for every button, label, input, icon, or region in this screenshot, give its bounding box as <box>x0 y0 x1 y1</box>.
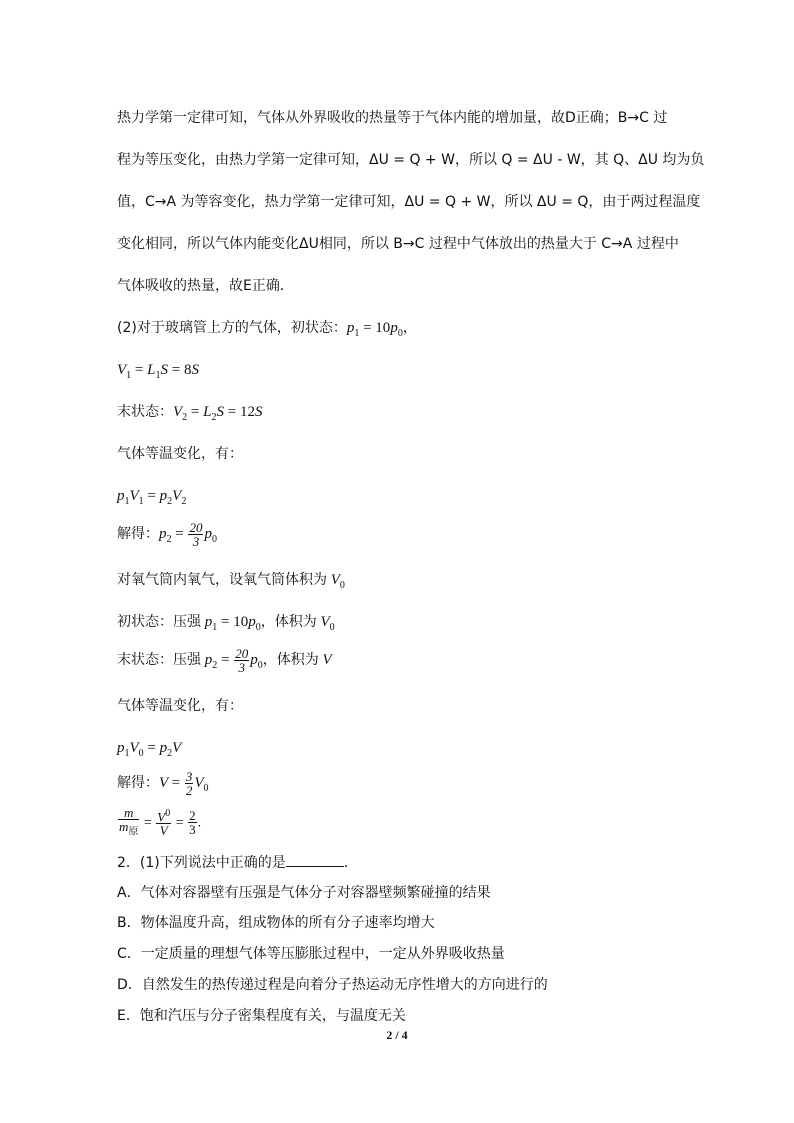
isothermal-line-2: 气体等温变化，有： <box>117 698 243 714</box>
solve-v-line <box>117 770 209 798</box>
oxygen-intro-text: 对氧气筒内氧气，设氧气筒体积为 <box>117 572 327 588</box>
final-state-line <box>117 403 262 427</box>
mass-ratio-line: $\frac{m}{m_原}$ = $\frac{V^0}{V}$ = $\frac{2}{3}$ . <box>119 805 202 839</box>
initial-state-line: 初状态：压强 $p_1 = 10p_0$，体积为 $V_0$ <box>117 614 335 633</box>
formula-v-result: V = $\frac{3}{2}$ $V_0$ <box>159 769 209 798</box>
formula-p1-initial: $p_1 = 10p_0$ <box>346 320 403 339</box>
part2-intro-line: (2)对于玻璃管上方的气体，初状态：$p_1 = 10p_0$， <box>117 320 417 339</box>
volume-label-1: ，体积为 <box>260 614 317 630</box>
fraction-2-3: $\frac{2}{3}$ <box>189 807 196 837</box>
volume-label-2: ，体积为 <box>262 651 319 668</box>
solution-line-3: 值，C→A 为等容变化，热力学第一定律可知，ΔU = Q + W，所以 ΔU = Q，由于两过程温度 <box>117 194 701 210</box>
oxygen-intro-line: 对氧气筒内氧气，设氧气筒体积为 $V_0$ <box>117 572 345 591</box>
page-number: 2 / 4 <box>386 1028 408 1042</box>
isothermal-line-1: 气体等温变化，有： <box>117 446 243 462</box>
formula-boyle-1: $p_1V_1 = p_2V_2$ <box>117 488 187 507</box>
fraction-20-3-b: $\frac{20}{3}$ <box>235 646 249 675</box>
fraction-3-2: $\frac{3}{2}$ <box>185 769 193 798</box>
initial-label: 初状态：压强 <box>117 614 201 630</box>
formula-p2-result: $p_2$ = $\frac{20}{3}$ $p_0$ <box>159 520 217 549</box>
option-b: B．物体温度升高，组成物体的所有分子速率均增大 <box>117 915 435 931</box>
solution-line-5: 气体吸收的热量，故E正确． <box>117 278 294 294</box>
fraction-v0-over-v: $\frac{V^0}{V}$ <box>157 808 171 839</box>
option-c: C．一定质量的理想气体等压膨胀过程中，一定从外界吸收热量 <box>117 946 505 962</box>
option-e: E．饱和汽压与分子密集程度有关，与温度无关 <box>117 1008 406 1024</box>
final-state-label: 末状态： <box>117 404 173 420</box>
question-stem-text: 2．(1)下列说法中正确的是 <box>117 855 286 871</box>
option-a: A．气体对容器壁有压强是气体分子对容器壁频繁碰撞的结果 <box>117 885 491 901</box>
fraction-20-3: $\frac{20}{3}$ <box>189 520 203 549</box>
question-stem: 2．(1)下列说法中正确的是 ． <box>117 855 358 871</box>
answer-blank <box>286 854 344 867</box>
final-state-line-2: 末状态：压强 $p_2$ = $\frac{20}{3}$ $p_0$，体积为 V <box>117 646 332 675</box>
formula-boyle-2: $p_1V_0 = p_2V$ <box>117 740 182 759</box>
solve-label-2: 解得： <box>117 774 159 791</box>
final-label: 末状态：压强 <box>117 651 201 668</box>
part2-intro-text: (2)对于玻璃管上方的气体，初状态： <box>117 320 347 336</box>
solve-p2-line <box>117 521 217 549</box>
fraction-m-over-m0: $\frac{m}{m_原}$ <box>119 805 139 838</box>
solution-line-2: 程为等压变化，由热力学第一定律可知，ΔU = Q + W，所以 Q = ΔU - W，其 Q、ΔU 均为负 <box>117 152 705 168</box>
option-d: D．自然发生的热传递过程是向着分子热运动无序性增大的方向进行的 <box>117 977 548 993</box>
solution-line-4: 变化相同，所以气体内能变化ΔU相同，所以 B→C 过程中气体放出的热量大于 C→A 过程中 <box>117 236 679 252</box>
formula-v2: $V_2 = L_2S = 12S$ <box>173 404 263 423</box>
solution-line-1: 热力学第一定律可知，气体从外界吸收的热量等于气体内能的增加量，故D正确；B→C 过 <box>117 110 668 126</box>
formula-v1: $V_1 = L_1S = 8S$ <box>117 362 199 381</box>
solve-label: 解得： <box>117 525 159 542</box>
